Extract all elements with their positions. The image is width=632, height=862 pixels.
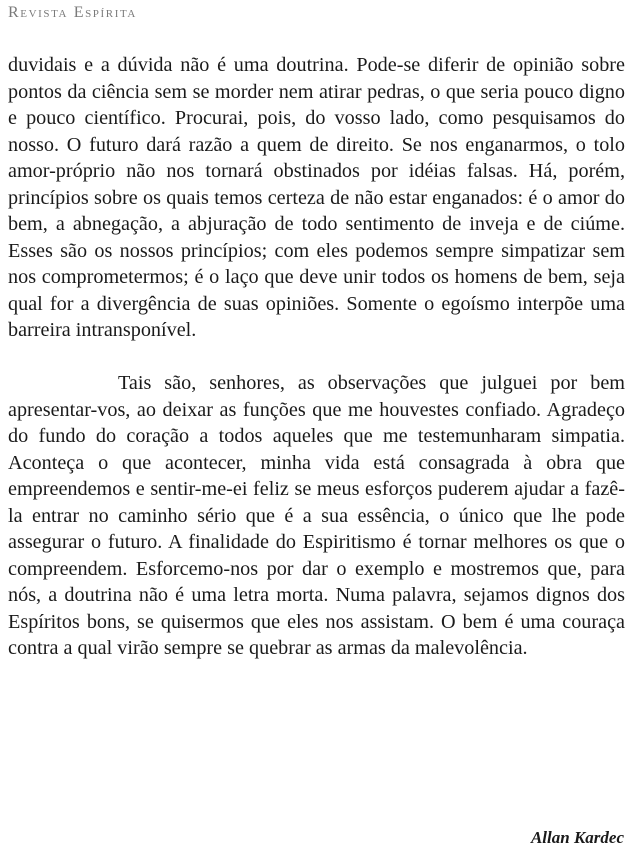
author-signature: Allan Kardec: [530, 828, 624, 847]
body-text: [8, 52, 625, 662]
paragraph-2: Tais são, senhores, as observações que julguei por bem apresentar-vos, ao deixar as funções que me houvestes confiado. Agradeço do fundo do coração a todos aqueles que me testemunharam simpatia. Aconteça o que acontecer, minha vida está consagrada à obra que empreendemos e sentir-me-ei feliz se meus esforços puderem ajudar a fazê-la entrar no caminho sério que é a sua essência, o único que lhe pode assegurar o futuro. A finalidade do Espiritismo é tornar melhores os que o compreendem. Esforcemo-nos por dar o exemplo e mostremos que, para nós, a doutrina não é uma letra morta. Numa palavra, sejamos dignos dos Espíritos bons, se quisermos que eles nos assistam. O bem é uma couraça contra a qual virão sempre se quebrar as armas da malevolência.: [8, 372, 625, 659]
running-header-title: Revista Espírita: [8, 4, 137, 21]
paragraph-1: duvidais e a dúvida não é uma doutrina. Pode-se diferir de opinião sobre pontos da ciência sem se morder nem atirar pedras, o que seria pouco digno e pouco científico. Procurai, pois, do vosso lado, como pesquisamos do nosso. O futuro dará razão a quem de direito. Se nos enganarmos, o tolo amor-próprio não nos tornará obstinados por idéias falsas. Há, porém, princípios sobre os quais temos certeza de não estar enganados: é o amor do bem, a abnegação, a abjuração de todo sentimento de inveja e de ciúme. Esses são os nossos princípios; com eles podemos sempre simpatizar sem nos comprometermos; é o laço que deve unir todos os homens de bem, seja qual for a divergência de suas opiniões. Somente o egoísmo interpõe uma barreira intransponível.: [8, 54, 625, 341]
